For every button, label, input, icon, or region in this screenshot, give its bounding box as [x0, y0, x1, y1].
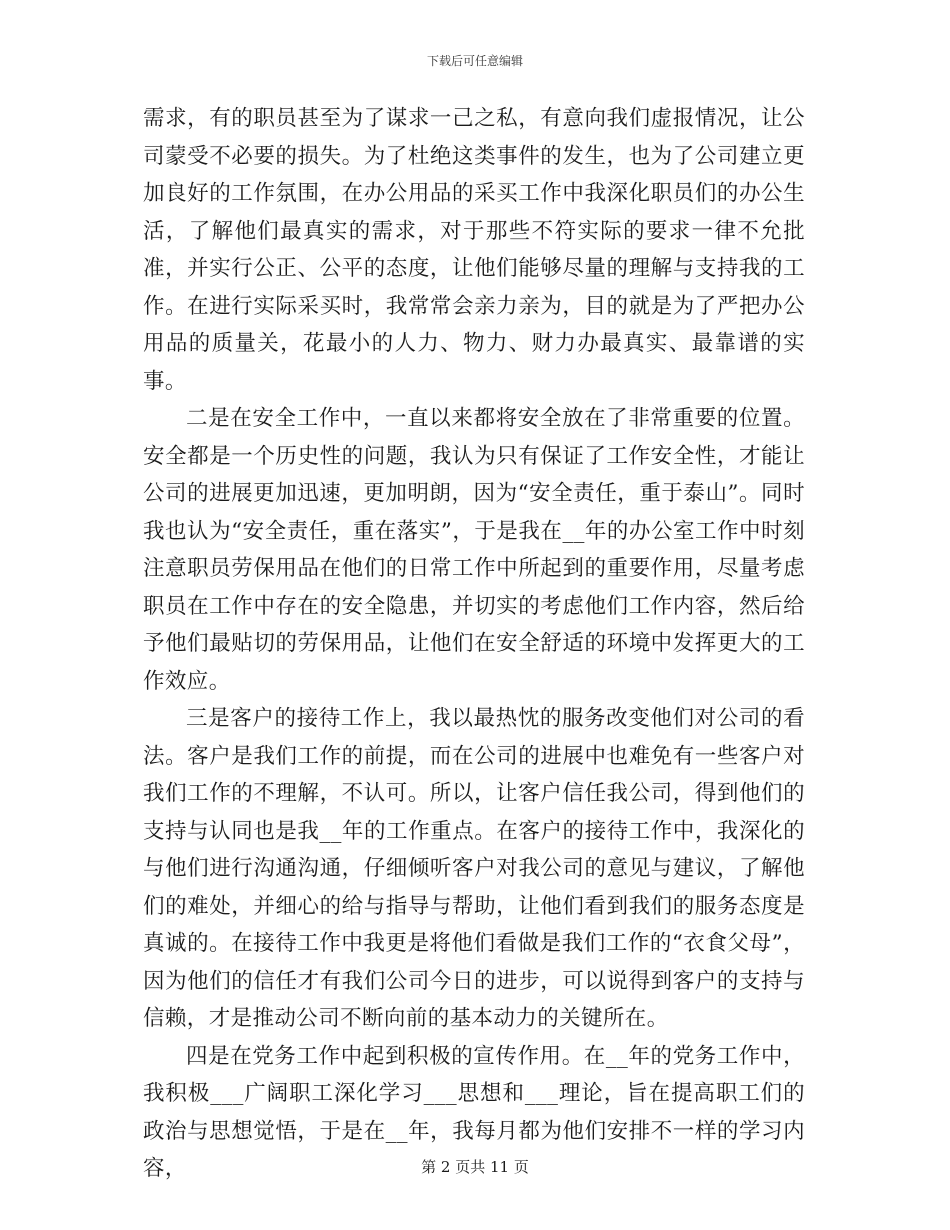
body-text	[143, 100, 805, 1188]
page-number: 第 2 页共 11 页	[421, 1158, 529, 1176]
paragraph-customer-reception: 三是客户的接待工作上，我以最热忱的服务改变他们对公司的看法。客户是我们工作的前提，而在公司的进展中也难免有一些客户对我们工作的不理解，不认可。所以，让客户信任我公司，得到他们的支持与认同也是我__年的工作重点。在客户的接待工作中，我深化的与他们进行沟通沟通，仔细倾听客户对我公司的意见与建议，了解他们的难处，并细心的给与指导与帮助，让他们看到我们的服务态度是真诚的。在接待工作中我更是将他们看做是我们工作的“衣食父母”，因为他们的信任才有我们公司今日的进步，可以说得到客户的支持与信赖，才是推动公司不断向前的基本动力的关键所在。	[143, 706, 805, 1031]
paragraph-party-work: 四是在党务工作中起到积极的宣传作用。在__年的党务工作中，我积极___广阔职工深化学习___思想和___理论，旨在提高职工们的政治与思想觉悟，于是在__年，我每月都为他们安排不一样的学习内容，	[143, 1043, 805, 1181]
paragraph-continuation: 需求，有的职员甚至为了谋求一己之私，有意向我们虚报情况，让公司蒙受不必要的损失。为了杜绝这类事件的发生，也为了公司建立更加良好的工作氛围，在办公用品的采买工作中我深化职员们的办公生活，了解他们最真实的需求，对于那些不符实际的要求一律不允批准，并实行公正、公平的态度，让他们能够尽量的理解与支持我的工作。在进行实际采买时，我常常会亲力亲为，目的就是为了严把办公用品的质量关，花最小的人力、物力、财力办最真实、最靠谱的实事。	[143, 106, 805, 394]
header-note: 下载后可任意编辑	[426, 54, 523, 68]
paragraph-safety-work: 二是在安全工作中，一直以来都将安全放在了非常重要的位置。安全都是一个历史性的问题，我认为只有保证了工作安全性，才能让公司的进展更加迅速，更加明朗，因为“安全责任，重于泰山”。同时我也认为“安全责任，重在落实”，于是我在__年的办公室工作中时刻注意职员劳保用品在他们的日常工作中所起到的重要作用，尽量考虑职员在工作中存在的安全隐患，并切实的考虑他们工作内容，然后给予他们最贴切的劳保用品，让他们在安全舒适的环境中发挥更大的工作效应。	[143, 406, 805, 694]
